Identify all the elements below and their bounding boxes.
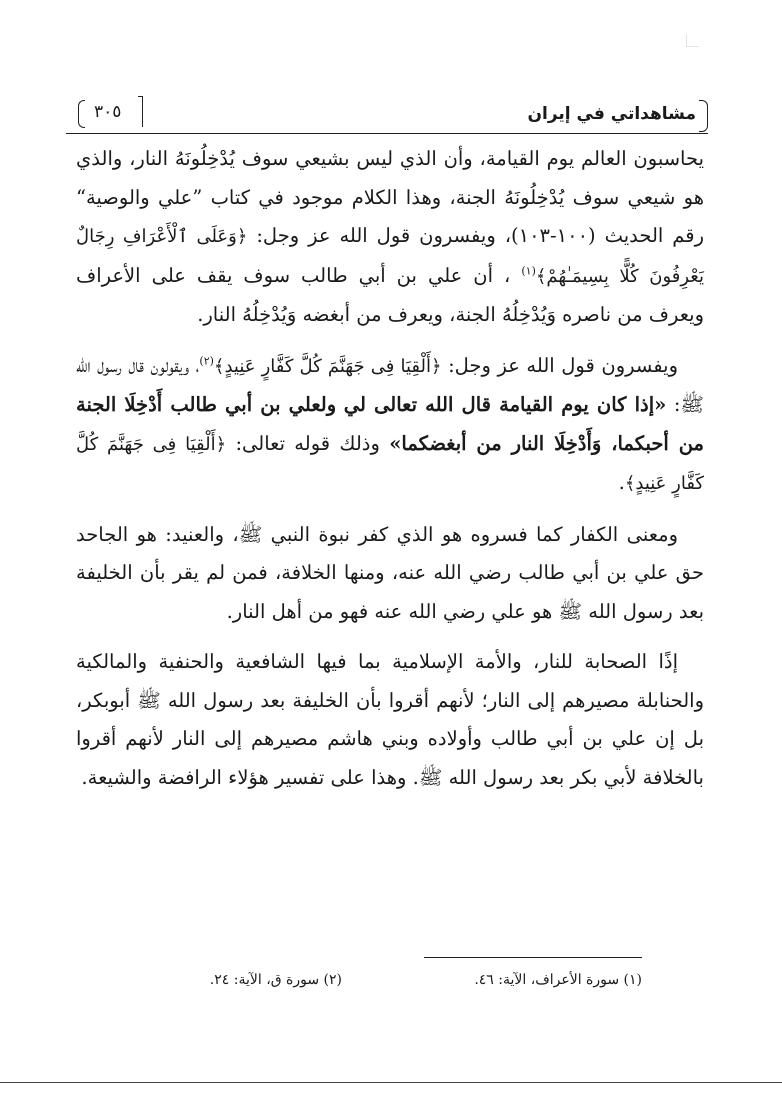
text-line: وَيُدْخِلُهُ النار. xyxy=(197,303,297,326)
text-line: ”علي والوصية“ رقم الحديث (١٠٠-١٠٣)، ويفسرون قول الله عز وجل: xyxy=(76,185,705,247)
hadith-quote: «إذا كان يوم القيامة قال الله تعالى لي xyxy=(343,393,667,416)
paragraph-2 xyxy=(76,347,704,504)
paragraph-4 xyxy=(76,643,704,797)
text-line: ، أن علي بن أبي طالب سوف xyxy=(243,263,511,287)
quran-verse: ﴿وَعَلَى ٱلْأَعْرَافِ رِجَالٌ يَعْرِفُونَ كُلًّا بِسِيمَـٰهُمْ﴾ xyxy=(76,226,704,287)
main-text xyxy=(76,140,704,797)
text-line: والذي هو شيعي سوف يُدْخِلُونَهُ الجنة، وهذا الكلام موجود في كتاب xyxy=(76,147,704,209)
hadith-quote: ولعلي بن أبي طالب أَدْخِلَا الجنة من أحبكما، وَأَدْخِلَا النار من أبغضكما» xyxy=(76,393,705,455)
text-line: والمالكية والحنابلة مصيرهم إلى النار؛ لأنهم أقروا بأن الخليفة بعد رسول xyxy=(76,650,705,712)
quran-verse: ﴿أَلْقِيَا فِى جَهَنَّمَ كُلَّ كَفَّارٍ عَنِيدٍ﴾ xyxy=(76,433,704,494)
text-line: وذلك قوله تعالى: xyxy=(226,431,380,455)
header-rule xyxy=(66,133,708,134)
running-header xyxy=(66,98,708,134)
page-bottom-rule xyxy=(0,1082,782,1083)
corner-mark xyxy=(686,34,699,47)
footnote-separator xyxy=(424,957,642,958)
text-line: النار لأنهم أقروا بالخلافة لأبي بكر بعد رسول الله ﷺ. وهذا على تفسير xyxy=(76,727,704,789)
text-line: ويقولون قال رسول الله ﷺ: xyxy=(76,353,704,416)
text-line: يقف على الأعراف ويعرف من ناصره وَيُدْخِلُهُ الجنة، ويعرف من أبغضه xyxy=(76,263,704,326)
punctuation: ، xyxy=(195,353,200,377)
text-line: يحاسبون العالم يوم القيامة، وأن الذي ليس بشيعي سوف يُدْخِلُونَهُ النار، xyxy=(129,147,705,170)
page-number-bracket-right xyxy=(138,96,143,127)
text-line: ومعنى الكفار كما فسروه هو الذي كفر نبوة النبي ﷺ، والعنيد: هو xyxy=(136,522,678,546)
text-line: الجاحد حق علي بن أبي طالب رضي الله عنه، ومنها الخلافة، فمن لم يقر بأن xyxy=(76,522,704,584)
book-title: مشاهداتي في إيران xyxy=(527,104,696,124)
page-number-bracket-left xyxy=(78,100,85,128)
text-line: الله ﷺ أبوبكر، بل إن علي بن أبي طالب وأولاده وبني هاشم مصيرهم إلى xyxy=(76,688,704,750)
footnote-ref-1: (١) xyxy=(521,264,536,277)
footnote-1: (١) سورة الأعراف، الآية: ٤٦. xyxy=(474,972,642,988)
footnote-ref-2: (٢) xyxy=(199,354,214,367)
text-line: هؤلاء الرافضة والشيعة. xyxy=(81,765,269,789)
paragraph-3 xyxy=(76,516,704,632)
text-line: الخليفة بعد رسول الله ﷺ هو علي رضي الله عنه فهو من أهل النار. xyxy=(76,561,704,623)
text-line: ويفسرون قول الله عز وجل: xyxy=(441,353,678,377)
footnote-2: (٢) سورة ق، الآية: ٢٤. xyxy=(209,972,342,988)
page-number: ٣٠٥ xyxy=(94,102,122,122)
header-bracket xyxy=(699,100,708,132)
paragraph-1 xyxy=(76,140,704,335)
text-line: إذًا الصحابة للنار، والأمة الإسلامية بما فيها الشافعية والحنفية xyxy=(158,650,678,673)
punctuation: . xyxy=(618,471,625,494)
page-number-frame xyxy=(72,96,144,132)
quran-verse: ﴿أَلْقِيَا فِى جَهَنَّمَ كُلَّ كَفَّارٍ عَنِيدٍ﴾ xyxy=(213,355,442,377)
